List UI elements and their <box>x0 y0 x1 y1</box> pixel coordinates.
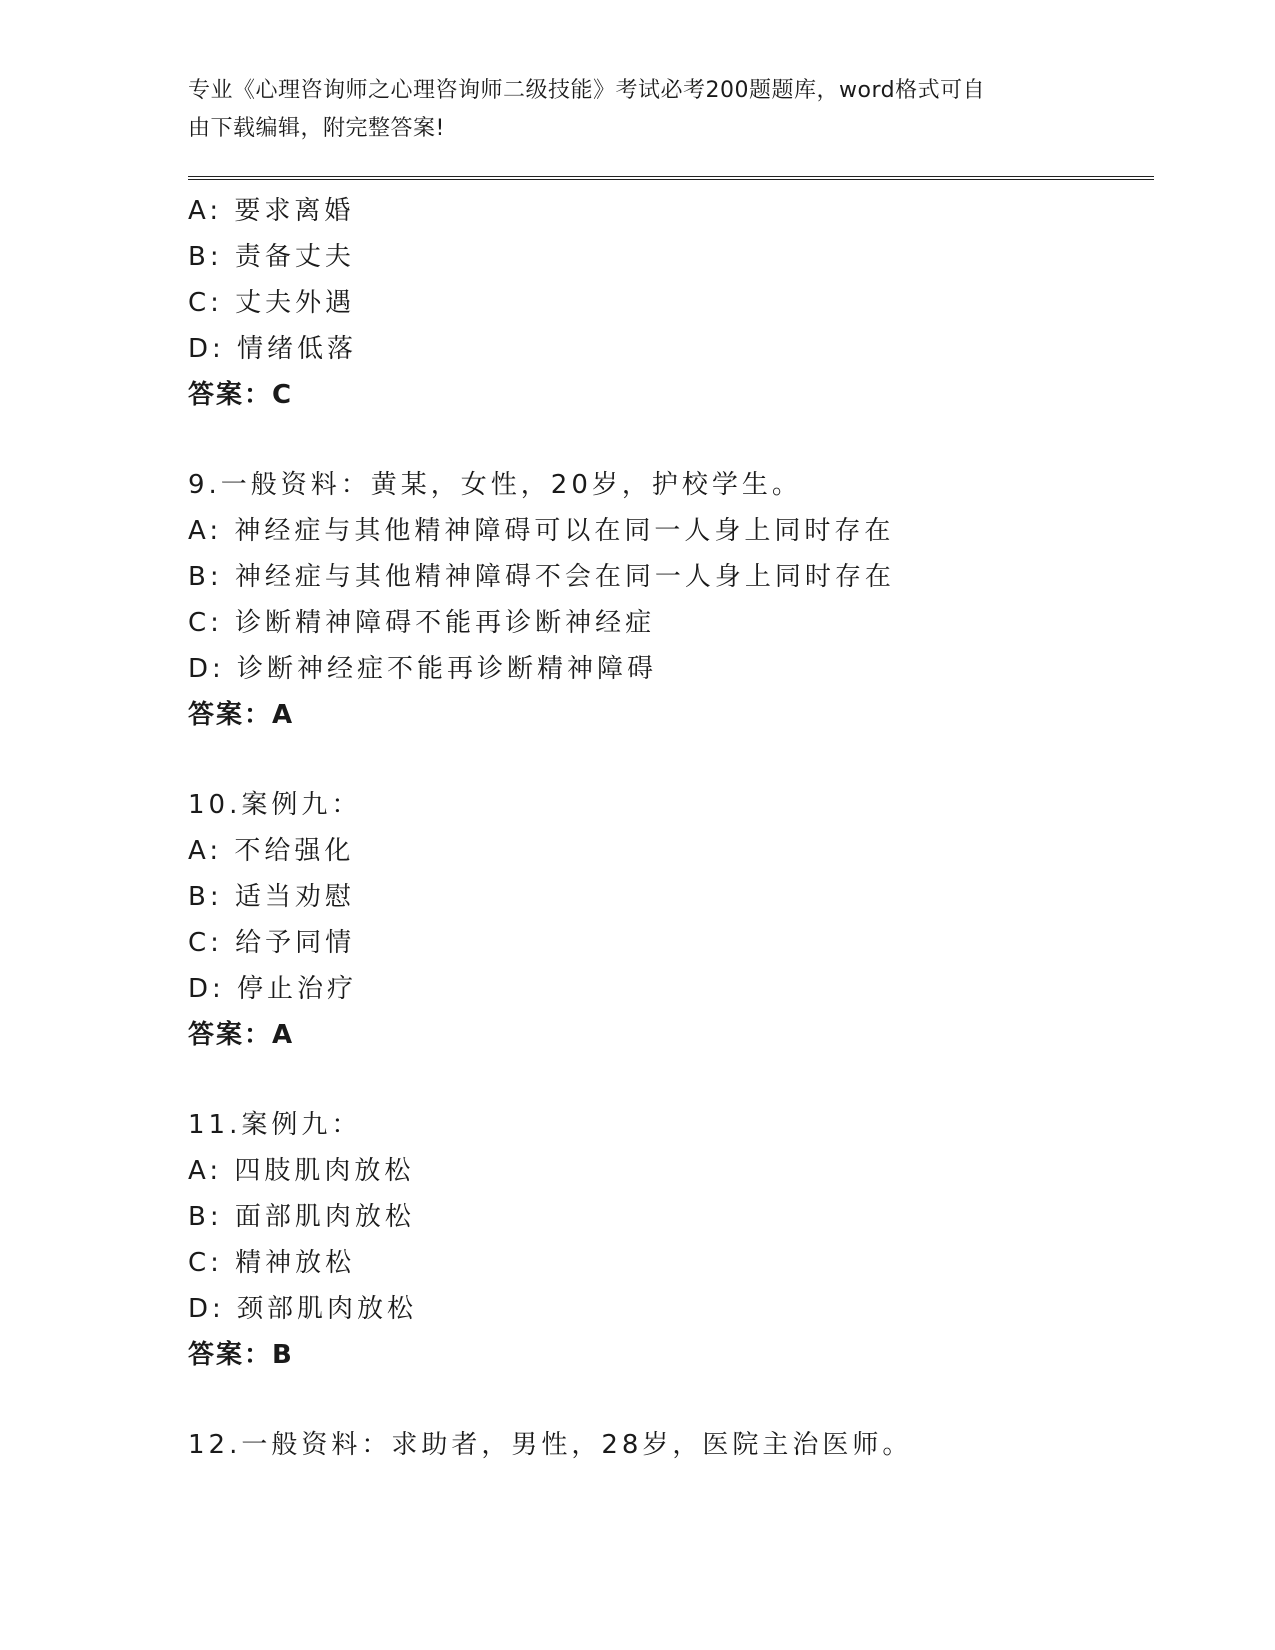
option-a: A: 要求离婚 <box>188 196 355 226</box>
header-divider <box>188 176 1154 180</box>
question-stem: 10.案例九： <box>188 790 362 820</box>
spacer <box>188 1058 1148 1102</box>
option-c: C: 诊断精神障碍不能再诊断神经症 <box>188 608 656 638</box>
answer-line: 答案：C <box>188 380 294 410</box>
question-block <box>188 1102 1148 1378</box>
option-b: B: 神经症与其他精神障碍不会在同一人身上同时存在 <box>188 562 895 592</box>
answer-line: 答案：A <box>188 1020 295 1050</box>
option-a: A: 不给强化 <box>188 836 355 866</box>
option-c: C: 精神放松 <box>188 1248 356 1278</box>
option-b: B: 面部肌肉放松 <box>188 1202 415 1232</box>
question-block <box>188 782 1148 1058</box>
question-block <box>188 188 1148 418</box>
question-block <box>188 1422 1148 1468</box>
option-d: D: 诊断神经症不能再诊断精神障碍 <box>188 654 658 684</box>
header-line-2: 由下载编辑，附完整答案! <box>188 116 445 141</box>
option-a: A: 神经症与其他精神障碍可以在同一人身上同时存在 <box>188 516 895 546</box>
question-stem: 9.一般资料：黄某，女性，20岁，护校学生。 <box>188 470 802 500</box>
spacer <box>188 738 1148 782</box>
option-d: D: 情绪低落 <box>188 334 358 364</box>
option-c: C: 丈夫外遇 <box>188 288 356 318</box>
spacer <box>188 1378 1148 1422</box>
option-c: C: 给予同情 <box>188 928 356 958</box>
header-line-1: 专业《心理咨询师之心理咨询师二级技能》考试必考200题题库，word格式可自 <box>188 78 986 103</box>
question-block <box>188 462 1148 738</box>
option-b: B: 责备丈夫 <box>188 242 355 272</box>
option-d: D: 颈部肌肉放松 <box>188 1294 418 1324</box>
spacer <box>188 418 1148 462</box>
option-b: B: 适当劝慰 <box>188 882 355 912</box>
question-stem: 11.案例九： <box>188 1110 362 1140</box>
document-header <box>188 72 1088 148</box>
answer-line: 答案：B <box>188 1340 294 1370</box>
option-a: A: 四肢肌肉放松 <box>188 1156 415 1186</box>
question-stem: 12.一般资料：求助者，男性，28岁，医院主治医师。 <box>188 1430 913 1460</box>
answer-line: 答案：A <box>188 700 295 730</box>
option-d: D: 停止治疗 <box>188 974 358 1004</box>
question-list <box>188 188 1148 1468</box>
